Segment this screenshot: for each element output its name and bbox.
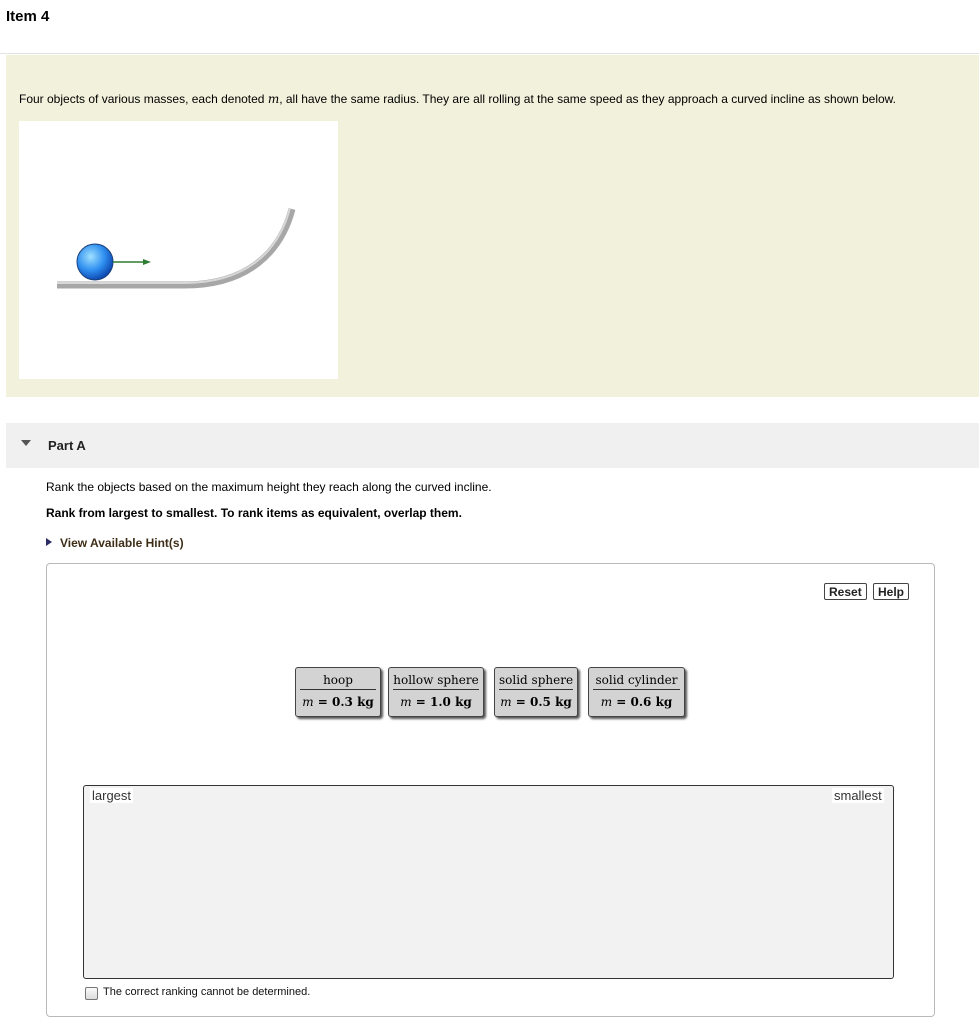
view-hints-label: View Available Hint(s): [60, 536, 184, 550]
largest-label: largest: [92, 788, 132, 803]
rank-instruction: Rank from largest to smallest. To rank items as equivalent, overlap them.: [46, 506, 462, 520]
cannot-determine-checkbox[interactable]: [85, 987, 98, 1000]
reset-button[interactable]: Reset: [824, 583, 867, 600]
expand-triangle-icon: [46, 538, 52, 546]
incline-figure: [19, 121, 338, 379]
tile-name: hoop: [300, 673, 376, 690]
help-button[interactable]: Help: [873, 583, 909, 600]
cannot-determine-label: The correct ranking cannot be determined.: [103, 986, 311, 998]
ball: [77, 244, 113, 280]
view-hints-link[interactable]: [46, 536, 184, 550]
tile-solid-cylinder[interactable]: [588, 667, 685, 717]
intro-text: [19, 92, 896, 106]
velocity-arrowhead: [143, 259, 151, 265]
part-a-title: Part A: [48, 438, 86, 453]
tile-name: solid sphere: [499, 673, 573, 690]
tile-name: solid cylinder: [593, 673, 680, 690]
intro-text-before: Four objects of various masses, each denoted: [19, 92, 268, 106]
incline-diagram: [19, 121, 338, 379]
smallest-label: smallest: [834, 788, 882, 803]
question-text: Rank the objects based on the maximum height they reach along the curved incline.: [46, 480, 492, 494]
title-divider: [0, 53, 979, 54]
tile-hoop[interactable]: [295, 667, 381, 717]
tile-mass: m = 1.0 kg: [400, 695, 472, 709]
tile-solid-sphere[interactable]: [494, 667, 578, 717]
tile-mass: m = 0.5 kg: [500, 695, 572, 709]
collapse-caret-icon[interactable]: [21, 440, 31, 446]
intro-text-after: , all have the same radius. They are all rolling at the same speed as they approach a curved incline as shown below.: [279, 92, 897, 106]
tile-mass: m = 0.6 kg: [600, 695, 673, 709]
mass-symbol: m: [267, 92, 280, 106]
tile-mass: m = 0.3 kg: [302, 695, 374, 709]
part-a-header[interactable]: [6, 423, 979, 468]
tile-name: hollow sphere: [393, 673, 479, 690]
ranking-drop-area[interactable]: [83, 785, 894, 979]
item-title: Item 4: [6, 8, 50, 25]
tile-hollow-sphere[interactable]: [388, 667, 484, 717]
